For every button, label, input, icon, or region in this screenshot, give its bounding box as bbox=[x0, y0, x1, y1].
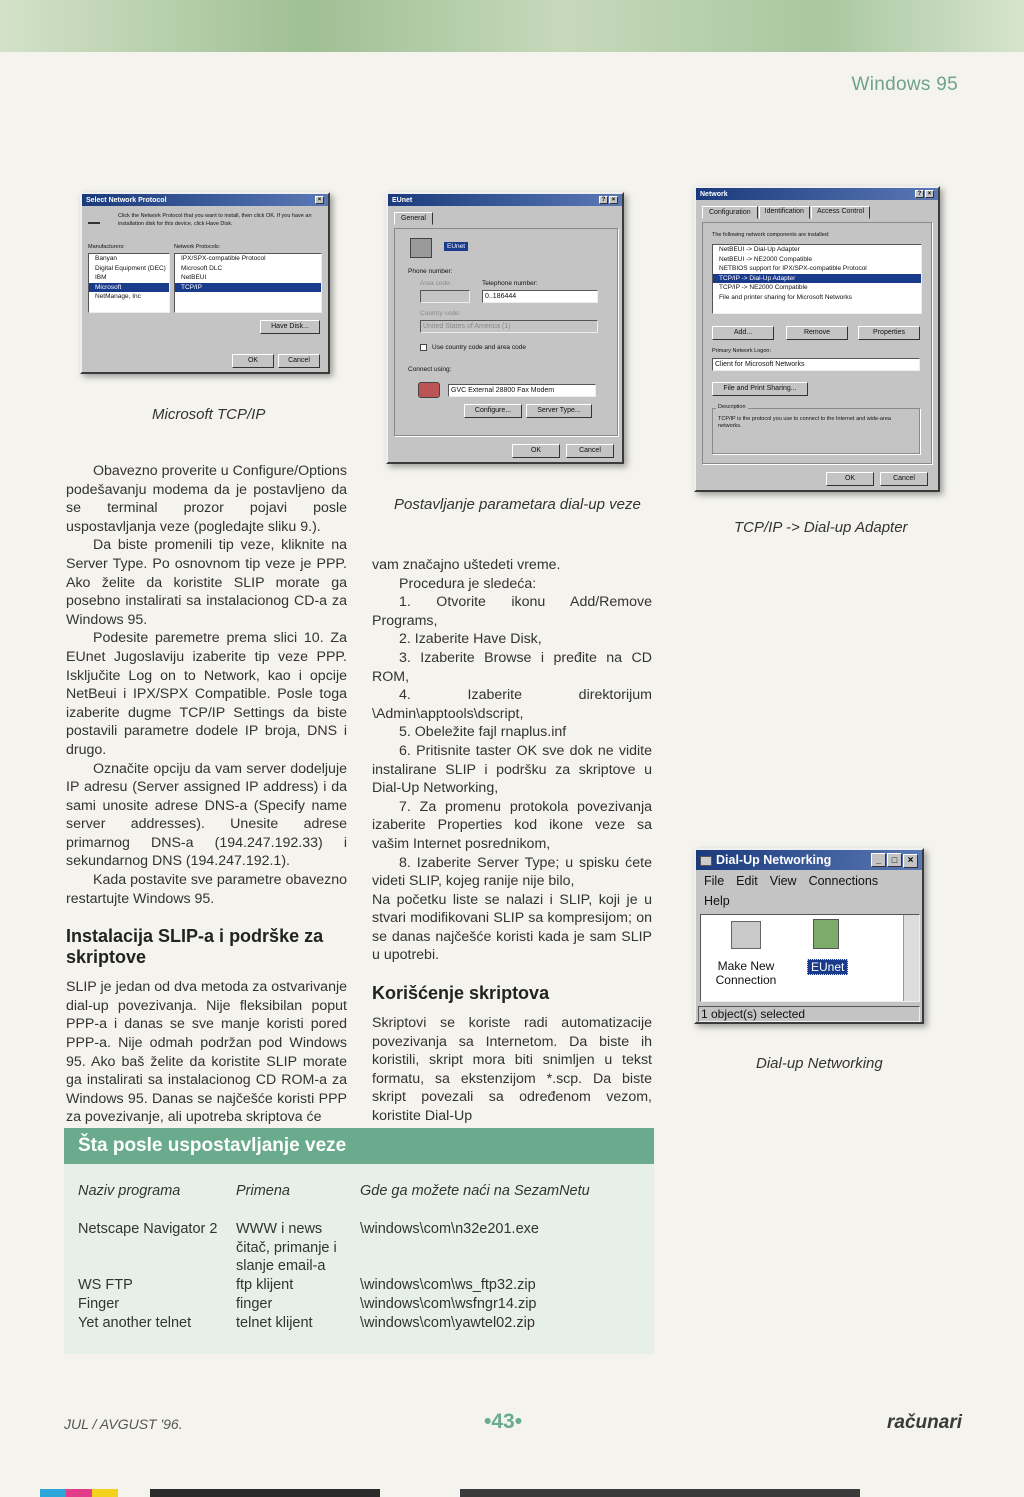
protocols-label: Network Protocols: bbox=[174, 244, 221, 250]
tab-general[interactable]: General bbox=[394, 212, 433, 225]
window-titlebar bbox=[388, 194, 622, 206]
tab-configuration[interactable]: Configuration bbox=[702, 206, 758, 219]
print-color-bar bbox=[92, 1489, 118, 1497]
window-title bbox=[700, 853, 831, 867]
table-cell: telnet klijent bbox=[236, 1315, 313, 1331]
server-type-button[interactable]: Server Type... bbox=[526, 404, 592, 418]
list-item[interactable]: Digital Equipment (DEC) bbox=[95, 264, 166, 272]
close-icon[interactable]: × bbox=[609, 196, 618, 204]
paragraph: Kada postavite sve parametre obavezno restartujte Windows 95. bbox=[66, 872, 347, 907]
table-cell: \windows\com\yawtel02.zip bbox=[360, 1315, 535, 1331]
file-print-sharing-button[interactable]: File and Print Sharing... bbox=[712, 382, 808, 396]
print-color-bar bbox=[150, 1489, 380, 1497]
close-icon[interactable]: × bbox=[925, 190, 934, 198]
step: 1. Otvorite ikonu Add/Remove Programs, bbox=[372, 594, 652, 629]
phone-number-label: Phone number: bbox=[408, 268, 453, 275]
eunet-connection-label[interactable]: EUnet bbox=[807, 959, 848, 975]
minimize-icon[interactable]: _ bbox=[871, 853, 886, 867]
list-item[interactable]: Banyan bbox=[95, 255, 118, 262]
menu-edit[interactable]: Edit bbox=[736, 874, 758, 888]
caption-microsoft-tcpip: Microsoft TCP/IP bbox=[152, 406, 266, 423]
tab-identification[interactable]: Identification bbox=[759, 206, 810, 219]
close-icon[interactable]: × bbox=[315, 196, 324, 204]
window-titlebar bbox=[696, 850, 922, 870]
table-cell: \windows\com\n32e201.exe bbox=[360, 1221, 539, 1237]
print-color-bar bbox=[66, 1489, 92, 1497]
modem-icon bbox=[418, 382, 440, 398]
network-window bbox=[694, 186, 940, 492]
remove-button[interactable]: Remove bbox=[786, 326, 848, 340]
step: 3. Izaberite Browse i pređite na CD ROM, bbox=[372, 649, 652, 685]
country-code-label: Country code: bbox=[420, 310, 461, 317]
section-label: Windows 95 bbox=[851, 74, 958, 95]
menu-view[interactable]: View bbox=[769, 874, 797, 888]
status-bar: 1 object(s) selected bbox=[698, 1006, 920, 1022]
eunet-connection-icon[interactable] bbox=[813, 919, 839, 949]
column-header-location: Gde ga možete naći na SezamNetu bbox=[360, 1183, 590, 1199]
description-text: TCP/IP is the protocol you use to connect to the Internet and wide-area networks. bbox=[718, 416, 891, 429]
paragraph: Skriptovi se koriste radi automatizacije povezivanja sa Internetom. Da biste ih koristili, skript mora biti snimljen u tekst formatu, sa ekstenzijom *.scp. Da biste skript povezali sa određenom vezom, koristite Dial-Up bbox=[372, 1015, 652, 1125]
list-item[interactable]: File and printer sharing for Microsoft Networks bbox=[719, 293, 852, 301]
list-item[interactable]: NetBEUI -> NE2000 Compatible bbox=[719, 255, 813, 263]
print-color-bar bbox=[40, 1489, 66, 1497]
paragraph: Da biste promenili tip veze, kliknite na Server Type. Po osnovnom tip veze je PPP. Ako želite da koristite SLIP morate ga posebno instalirati sa instalacionog CD-a za Windows 95. bbox=[66, 537, 347, 628]
select-network-protocol-window bbox=[80, 192, 330, 374]
step: 6. Pritisnite taster OK sve dok ne vidite instalirane SLIP i podršku za skriptove u Dial-Up Networking, bbox=[372, 742, 652, 797]
programs-table bbox=[64, 1164, 654, 1354]
paragraph: Na početku liste se nalazi i SLIP, koji je u stvari modifikovani SLIP sa kompresijom; on se danas najčešće koristi kada je sam SLIP u upotrebi. bbox=[372, 891, 652, 964]
table-cell: \windows\com\wsfngr14.zip bbox=[360, 1296, 537, 1312]
use-country-checkbox[interactable] bbox=[420, 344, 427, 351]
maximize-icon[interactable]: □ bbox=[887, 853, 902, 867]
vertical-scrollbar[interactable] bbox=[903, 915, 919, 1001]
list-item[interactable]: TCP/IP bbox=[175, 283, 321, 293]
section-heading: Korišćenje skriptova bbox=[372, 983, 550, 1004]
modem-select[interactable]: GVC External 28800 Fax Modem bbox=[448, 384, 596, 397]
ok-button[interactable]: OK bbox=[512, 444, 560, 458]
table-cell: WWW i news čitač, primanje i slanje email-a bbox=[236, 1221, 337, 1274]
window-titlebar bbox=[82, 194, 328, 206]
cancel-button[interactable]: Cancel bbox=[566, 444, 614, 458]
components-list[interactable] bbox=[712, 244, 922, 314]
connect-using-label: Connect using: bbox=[408, 366, 452, 373]
menu-bar bbox=[704, 874, 878, 888]
help-icon[interactable]: ? bbox=[599, 196, 608, 204]
caption-dialup-parameters: Postavljanje parametara dial-up veze bbox=[394, 496, 641, 513]
description-label: Description bbox=[718, 404, 746, 410]
ok-button[interactable]: OK bbox=[826, 472, 874, 486]
menu-file[interactable]: File bbox=[704, 874, 725, 888]
list-item[interactable]: Microsoft bbox=[89, 283, 169, 293]
close-icon[interactable]: × bbox=[903, 854, 918, 868]
list-item[interactable]: NetManage, Inc bbox=[95, 293, 141, 300]
protocols-list[interactable] bbox=[174, 253, 322, 313]
paragraph: Označite opciju da vam server dodeljuje IP adresu (Server assigned IP address) i da sami unosite adrese DNS-a (Specify name server addresses). Unesite adrese primarnog DNS-a (194.247.192.33) i sekundarnog DNS (194.247.192.1). bbox=[66, 760, 347, 870]
list-item[interactable]: IBM bbox=[95, 274, 107, 281]
area-code-label: Area code: bbox=[420, 280, 452, 287]
table-cell: ftp klijent bbox=[236, 1277, 294, 1293]
list-item[interactable]: IPX/SPX-compatible Protocol bbox=[181, 255, 266, 262]
table-box-title: Šta posle uspostavljanje veze bbox=[64, 1128, 654, 1164]
paragraph: Podesite paremetre prema slici 10. Za EUnet Jugoslaviju izaberite tip veze PPP. Isključite Log on to Network, kao i opcije NetBeui i IPX/SPX Compatible. Posle toga izaberite dugme TCP/IP Settings da biste postavili parametre dodele IP broja, DNS i drugo. bbox=[66, 630, 347, 758]
dialup-app-icon bbox=[700, 856, 712, 866]
magazine-logo: računari bbox=[887, 1412, 962, 1433]
network-icon bbox=[88, 214, 100, 224]
list-item[interactable]: NETBIOS support for IPX/SPX-compatible Protocol bbox=[719, 265, 867, 272]
column-header-use: Primena bbox=[236, 1183, 290, 1199]
connection-icon bbox=[410, 238, 432, 258]
caption-tcpip-dialup-adapter: TCP/IP -> Dial-up Adapter bbox=[734, 519, 908, 536]
step: 8. Izaberite Server Type; u spisku ćete videti SLIP, kojeg ranije nije bilo, bbox=[372, 854, 652, 890]
ok-button[interactable]: OK bbox=[232, 354, 274, 368]
list-item[interactable]: Microsoft DLC bbox=[181, 264, 223, 272]
cancel-button[interactable]: Cancel bbox=[278, 354, 320, 368]
make-new-connection-icon[interactable] bbox=[731, 921, 761, 949]
step: 5. Obeležite fajl rnaplus.inf bbox=[399, 724, 567, 741]
add-button[interactable]: Add... bbox=[712, 326, 774, 340]
section-heading: Instalacija SLIP-a i podrške za skriptove bbox=[66, 926, 324, 968]
window-title: Select Network Protocol bbox=[86, 196, 167, 204]
make-new-connection-label[interactable]: Make New Connection bbox=[715, 959, 777, 987]
tab-access-control[interactable]: Access Control bbox=[811, 206, 870, 219]
configure-button[interactable]: Configure... bbox=[464, 404, 522, 418]
area-code-field[interactable] bbox=[420, 290, 470, 303]
properties-button[interactable]: Properties bbox=[858, 326, 920, 340]
list-item[interactable]: NetBEUI bbox=[181, 274, 207, 281]
primary-logon-label: Primary Network Logon: bbox=[712, 348, 771, 354]
table-cell: WS FTP bbox=[78, 1277, 133, 1293]
primary-logon-select[interactable]: Client for Microsoft Networks bbox=[712, 358, 920, 371]
help-icon[interactable]: ? bbox=[915, 190, 924, 198]
manufacturers-label: Manufacturers: bbox=[88, 244, 125, 250]
eunet-window bbox=[386, 192, 624, 464]
connections-view[interactable] bbox=[700, 914, 920, 1002]
telephone-number-field[interactable]: 0..186444 bbox=[482, 290, 598, 303]
dialup-networking-window bbox=[694, 848, 924, 1024]
page-number: •43• bbox=[484, 1410, 523, 1433]
components-label: The following network components are installed: bbox=[712, 232, 830, 238]
table-cell: Yet another telnet bbox=[78, 1315, 192, 1331]
window-titlebar bbox=[696, 188, 938, 200]
window-title: EUnet bbox=[392, 196, 413, 204]
paragraph: Procedura je sledeća: bbox=[399, 575, 537, 592]
connection-name: EUnet bbox=[444, 242, 468, 251]
cancel-button[interactable]: Cancel bbox=[880, 472, 928, 486]
step: 7. Za promenu protokola povezivanja izaberite Properties kod ikone veze sa vašim Internet posrednikom, bbox=[372, 798, 652, 852]
list-item[interactable]: TCP/IP -> NE2000 Compatible bbox=[719, 284, 808, 291]
list-item[interactable]: NetBEUI -> Dial-Up Adapter bbox=[719, 246, 800, 253]
manufacturers-list[interactable] bbox=[88, 253, 170, 313]
table-cell: \windows\com\ws_ftp32.zip bbox=[360, 1277, 536, 1293]
issue-date: JUL / AVGUST '96. bbox=[64, 1416, 183, 1432]
caption-dialup-networking: Dial-up Networking bbox=[756, 1055, 883, 1072]
table-cell: Finger bbox=[78, 1296, 120, 1312]
article-column-2 bbox=[372, 556, 652, 1126]
step: 4. Izaberite direktorijum \Admin\apptools\dscript, bbox=[372, 687, 652, 722]
instructions-text: Click the Network Protocol that you want to install, then click OK. If you have an installation disk for this device, click Have Disk. bbox=[118, 213, 312, 227]
column-header-program: Naziv programa bbox=[78, 1183, 181, 1199]
list-item[interactable]: TCP/IP -> Dial-Up Adapter bbox=[713, 274, 921, 284]
telephone-number-label: Telephone number: bbox=[482, 280, 538, 287]
paragraph: Obavezno proverite u Configure/Options podešavanju modema da je postavljeno da se terminal prozor pojavi posle uspostavljanja veze (pogledajte sliku 9.). bbox=[66, 463, 347, 535]
print-color-bar bbox=[460, 1489, 860, 1497]
table-cell: finger bbox=[236, 1296, 273, 1312]
menu-connections[interactable]: Connections bbox=[808, 874, 879, 888]
country-code-select[interactable]: United States of America (1) bbox=[420, 320, 598, 333]
dialup-window-title: Dial-Up Networking bbox=[716, 853, 832, 867]
table-cell: Netscape Navigator 2 bbox=[78, 1221, 218, 1237]
header-band bbox=[0, 0, 1024, 52]
description-group bbox=[712, 408, 920, 454]
have-disk-button[interactable]: Have Disk... bbox=[260, 320, 320, 334]
step: 2. Izaberite Have Disk, bbox=[399, 631, 542, 648]
use-country-label: Use country code and area code bbox=[432, 344, 526, 351]
paragraph: vam značajno uštedeti vreme. bbox=[372, 557, 561, 573]
menu-help[interactable]: Help bbox=[704, 894, 730, 908]
window-title: Network bbox=[700, 190, 728, 198]
article-column-1 bbox=[66, 462, 347, 1127]
paragraph: SLIP je jedan od dva metoda za ostvarivanje dial-up povezivanja. Nije fleksibilan poput PPP-a i danas se sve manje koristi pored PPP-a. Nije odmah podržan pod Windows 95. Ako baš želite da koristite SLIP morate ga instalirati sa instalacionog CD ROM-a za Windows 95. Danas se najčešće koristi PPP za povezivanje, ali upotreba skriptova će bbox=[66, 979, 347, 1126]
